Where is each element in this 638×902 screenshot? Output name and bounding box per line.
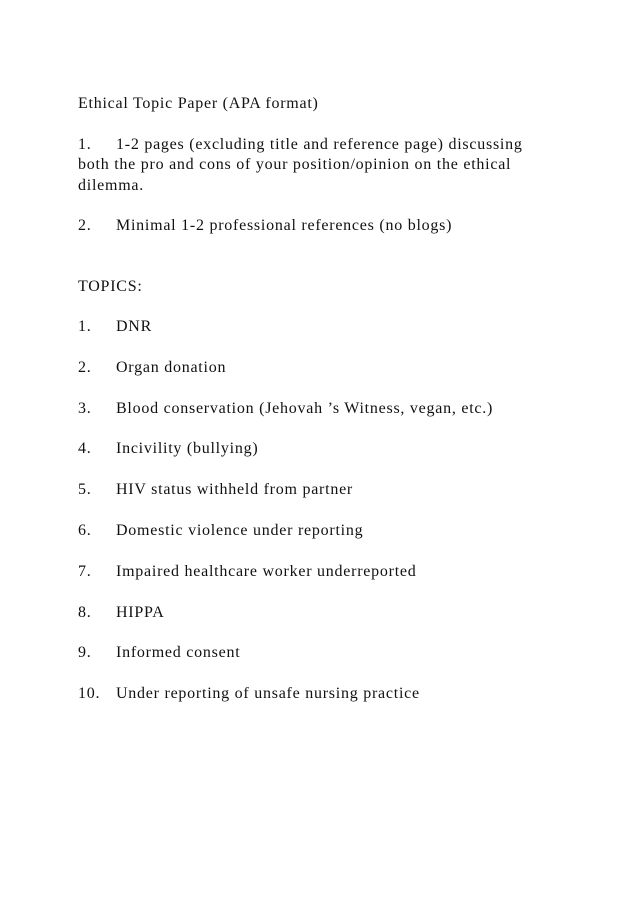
requirement-number: 1. xyxy=(78,135,92,153)
topic-number: 6. xyxy=(78,521,92,539)
topic-number: 10. xyxy=(78,685,101,703)
topic-text: Under reporting of unsafe nursing practice xyxy=(116,685,420,703)
topic-number: 9. xyxy=(78,644,92,662)
requirement-item xyxy=(78,135,558,197)
topics-list xyxy=(78,317,558,705)
topic-text: Organ donation xyxy=(116,358,227,376)
topic-text: Informed consent xyxy=(116,644,241,662)
topic-number: 1. xyxy=(78,318,92,335)
topic-text: HIPPA xyxy=(116,603,165,621)
document-title: Ethical Topic Paper (APA format) xyxy=(78,95,319,112)
document-content xyxy=(78,94,558,725)
requirement-text: 1-2 pages (excluding title and reference page) discussing both the pro and cons of your position/opinion on the ethical dilemma. xyxy=(78,135,523,194)
topic-text: Incivility (bullying) xyxy=(116,440,259,458)
topic-item xyxy=(78,439,558,460)
topic-item xyxy=(78,603,558,624)
topic-text: DNR xyxy=(116,318,153,335)
topic-number: 7. xyxy=(78,562,92,580)
requirement-text: Minimal 1-2 professional references (no blogs) xyxy=(116,217,453,234)
topic-item xyxy=(78,684,558,705)
topic-text: Domestic violence under reporting xyxy=(116,521,364,539)
topics-heading: TOPICS: xyxy=(78,277,143,295)
topic-number: 4. xyxy=(78,440,92,458)
topic-item xyxy=(78,399,558,420)
topic-item xyxy=(78,521,558,542)
topic-item xyxy=(78,562,558,583)
topic-item xyxy=(78,358,558,379)
requirement-item xyxy=(78,216,558,237)
topic-number: 3. xyxy=(78,399,92,417)
topic-number: 8. xyxy=(78,603,92,621)
topic-number: 2. xyxy=(78,358,92,376)
requirement-number: 2. xyxy=(78,217,92,234)
topic-text: HIV status withheld from partner xyxy=(116,481,353,499)
topic-item xyxy=(78,317,558,338)
topic-text: Blood conservation (Jehovah ’s Witness, vegan, etc.) xyxy=(116,399,494,417)
topic-item xyxy=(78,480,558,501)
topic-number: 5. xyxy=(78,481,92,499)
requirements-list xyxy=(78,135,558,237)
topic-item xyxy=(78,643,558,664)
topic-text: Impaired healthcare worker underreported xyxy=(116,562,417,580)
